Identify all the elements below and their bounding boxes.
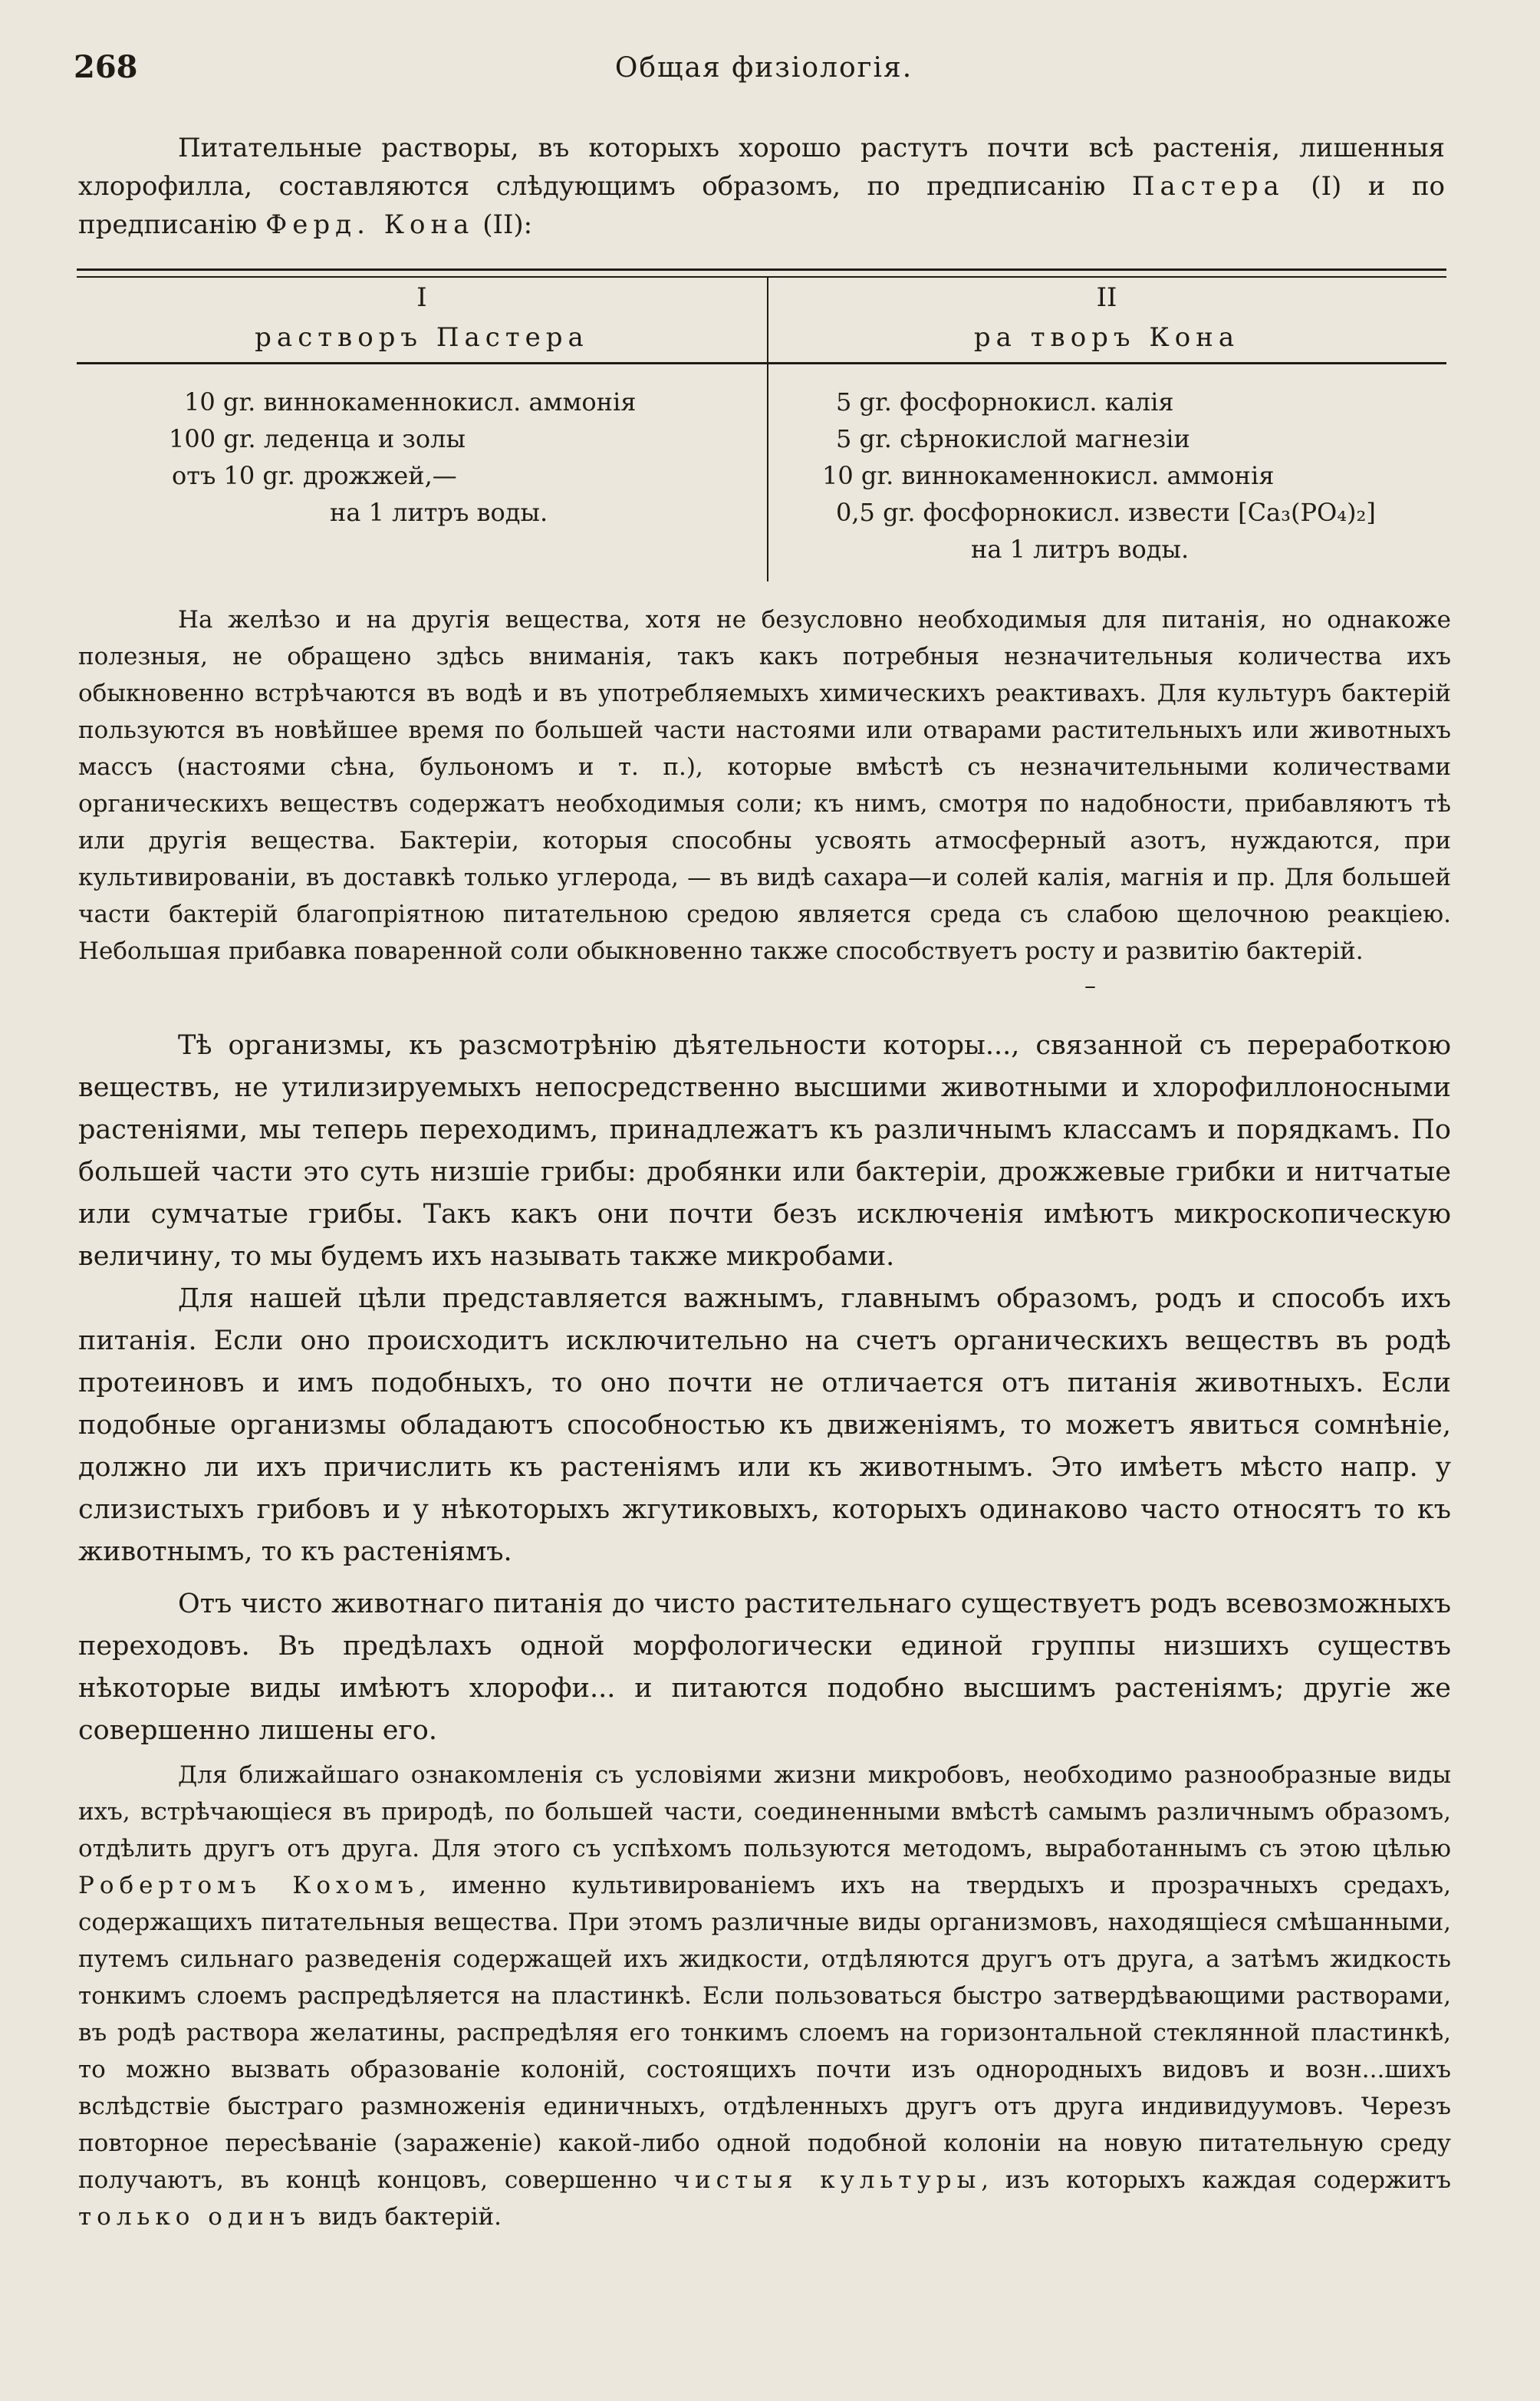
column-head-pasteur [77, 278, 767, 357]
column-title: ра творъ Кона [973, 322, 1240, 353]
table-row: 5 gr. сѣрнокислой магнезiи [836, 424, 1190, 453]
paragraph-organisms: Тѣ организмы, къ разсмотрѣнiю дѣятельности которы..., связанной съ переработкою веществъ, не утилизируемыхъ непосредственно высшими животными и хлорофиллоносными растенiями, мы теперь переходимъ, принадлежатъ къ различнымъ классамъ и порядкамъ. По большей части это суть низшiе грибы: дробянки или бактерiи, дрожжевые грибки и нитчатые или сумчатые грибы. Такъ какъ они почти безъ исключенiя имѣютъ микроскопическую величину, то мы будемъ ихъ называть также микробами. [78, 1030, 1451, 1272]
intro-text-2: (I) и по предписанiю [78, 171, 1445, 240]
pasteur-name: Пастера [1131, 171, 1285, 202]
koch-text-1: Для ближайшаго ознакомленiя съ условiями жизни микробовъ, необходимо разнообразные виды ихъ, встрѣчающiеся въ природѣ, по большей части, соединенными вмѣстѣ самымъ различнымъ образомъ, отдѣлить другъ отъ друга. Для этого съ успѣхомъ пользуются методомъ, выработаннымъ съ этою цѣлью [78, 1761, 1451, 1863]
column-head-cohn [767, 278, 1446, 357]
table-row: 5 gr. фосфорнокисл. калiя [836, 387, 1174, 417]
table-row: отъ 10 gr. дрожжей,— [172, 461, 457, 490]
paragraph-nutrients: На желѣзо и на другiя вещества, хотя не безусловно необходимыя для питанiя, но однакоже полезныя, не обращено здѣсь вниманiя, такъ какъ потребныя незначительныя количества ихъ обыкновенно встрѣчаются въ водѣ и въ употребляемыхъ химическихъ реактивахъ. Для культуръ бактерiй пользуются въ новѣйшее время по большей части настоями или отварами растительныхъ или животныхъ массъ (настоями сѣна, бульономъ и т. п.), которые вмѣстѣ съ незначительными количествами органическихъ веществъ содержатъ необходимыя соли; къ нимъ, смотря по надобности, прибавляютъ тѣ или другiя вещества. Бактерiи, которыя способны усвоять атмосферный азотъ, нуждаются, при культивированiи, въ доставкѣ только углерода, — въ видѣ сахара—и солей калiя, магнiя и пр. Для большей части бактерiй благопрiятною питательною средою является среда съ слабою щелочною реакцiею. Небольшая прибавка поваренной соли обыкновенно также способствуетъ росту и развитiю бактерiй. [78, 606, 1451, 965]
table-row: на 1 литръ воды. [330, 498, 548, 527]
intro-text-1: Питательные растворы, въ которыхъ хорошо растутъ почти всѣ растенiя, лишенныя хлорофилла, составляются слѣдующимъ образомъ, по предписанiю [78, 133, 1445, 202]
paragraph-koch-method [78, 1757, 1451, 2235]
koch-text-3: , изъ которыхъ каждая содержитъ [981, 2166, 1452, 2194]
paragraph-transitions: Отъ чисто животнаго питанiя до чисто растительнаго существуетъ родъ всевозможныхъ переходовъ. Въ предѣлахъ одной морфологически единой группы низшихъ существъ нѣкоторые виды имѣютъ хлорофи... и питаются подобно высшимъ растенiямъ; другiе же совершенно лишены его. [78, 1589, 1451, 1746]
column-numeral: I [416, 282, 427, 313]
solutions-table [77, 268, 1446, 591]
pasteur-ingredients [169, 384, 706, 531]
table-row: 100 gr. леденца и золы [169, 424, 466, 453]
table-row: 10 gr. виннокаменнокисл. аммонiя [822, 461, 1275, 490]
pure-cultures-term: чистыя культуры [673, 2166, 982, 2194]
column-title: растворъ Пастера [255, 322, 589, 353]
intro-text-3: (II): [474, 209, 533, 240]
table-row: на 1 литръ воды. [971, 535, 1190, 564]
table-top-rule [77, 268, 1446, 271]
running-title: Общая физiологiя. [614, 52, 913, 84]
koch-text-2: , именно культивированiемъ ихъ на твердыхъ и прозрачныхъ средахъ, содержащихъ питательныя вещества. При этомъ различные виды организмовъ, находящiеся смѣшанными, путемъ сильнаго разведенiя содержащей ихъ жидкости, отдѣляются другъ отъ друга, а затѣмъ жидкость тонкимъ слоемъ распредѣляется на пластинкѣ. Если пользоваться быстро затвердѣвающими растворами, въ родѣ раствора желатины, распредѣляя его тонкимъ слоемъ на горизонтальной стеклянной пластинкѣ, то можно вызвать образованiе колонiй, состоящихъ почти изъ однородныхъ видовъ и возн...шихъ вслѣдствiе быстраго размноженiя единичныхъ, отдѣленныхъ другъ отъ друга индивидуумовъ. Черезъ повторное пересѣванiе (зараженiе) какой-либо одной подобной колонiи на новую питательную среду получаютъ, въ концѣ концовъ, совершенно [78, 1872, 1451, 2194]
column-numeral: II [1096, 282, 1117, 313]
koch-name: Робертомъ Кохомъ [78, 1872, 419, 1899]
only-one-term: только одинъ [78, 2203, 311, 2231]
table-row: 10 gr. виннокаменнокисл. аммонiя [184, 387, 637, 417]
running-head [74, 49, 1454, 95]
koch-text-4: видъ бактерiй. [311, 2203, 502, 2231]
table-row: 0,5 gr. фосфорнокисл. извести [Ca₃(PO₄)₂] [836, 498, 1376, 527]
intro-paragraph [78, 129, 1445, 244]
cohn-ingredients [813, 384, 1442, 568]
cohn-name: Ферд. Кона [265, 209, 475, 240]
page-number: 268 [74, 49, 138, 85]
table-header-rule [77, 362, 1446, 364]
paragraph-nutrition-mode: Для нашей цѣли представляется важнымъ, главнымъ образомъ, родъ и способъ ихъ питанiя. Если оно происходитъ исключительно на счетъ органическихъ веществъ въ родѣ протеиновъ и имъ подобныхъ, то оно почти не отличается отъ питанiя животныхъ. Если подобные организмы обладаютъ способностью къ движенiямъ, то можетъ явиться сомнѣнiе, должно ли ихъ причислить къ растенiямъ или къ животнымъ. Это имѣетъ мѣсто напр. у слизистыхъ грибовъ и у нѣкоторыхъ жгутиковыхъ, которыхъ одинаково часто относятъ то къ животнымъ, то къ растенiямъ. [78, 1283, 1451, 1567]
ink-mark: – [1084, 973, 1096, 1000]
